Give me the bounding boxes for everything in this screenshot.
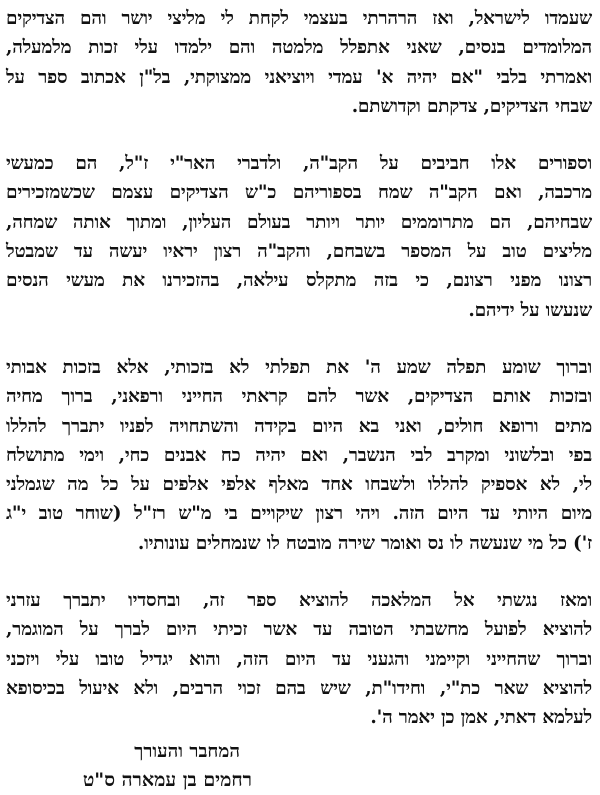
text-line: וברוך שהחייני וקיימני והגעני עד היום הזה, והוא יגדיל טובו עלי ויזכני — [6, 648, 592, 670]
text-line: בפי ובלשוני ומקרב לבי הנשבר, ואם יהיה כח אבנים כחי, וימי מתושלח — [6, 444, 592, 466]
text-line: ומאז נגשתי אל המלאכה להוציא ספר זה, ובחסדיו יתברך עזרני — [6, 590, 592, 612]
text-line: מרכבה, ואם הקב"ה שמח בספוריהם כ"ש הצדיקים עצמם שכשמזכירים — [6, 182, 592, 204]
text-line: מליצים טוב על המספר בשבחם, והקב"ה רצון יראיו יעשה עד שמבטל — [6, 241, 592, 263]
paragraph-1 — [6, 4, 592, 121]
text-line: להוציא שאר כת"י, וחידו"ת, שיש בהם זכוי הרבים, ולא איעול בכיסופא — [6, 677, 592, 699]
text-line: לעלמא דאתי, אמן כן יאמר ה'. — [370, 707, 592, 729]
text-line: ז') כל מי שנעשה לו נס ואומר שירה מובטח לו שנמחלים עונותיו. — [137, 532, 592, 554]
text-line: ובזכות אותם הצדיקים, אשר להם קראתי החייני ורפאני, ברוך מחיה — [6, 386, 592, 408]
text-line: וספורים אלו חביבים על הקב"ה, ולדברי האר"י ז"ל, הם כמעשי — [6, 153, 592, 175]
text-line: רצונו מפני רצונם, כי בזה מתקלס עילאה, בהזכירנו את מעשי הנסים — [6, 270, 592, 292]
text-line: להוציא לפועל מחשבתי הטובה עד אשר זכיתי היום לברך על המוגמר, — [6, 619, 592, 641]
text-line: וברוך שומע תפלה שמע ה' את תפלתי לא בזכותי, אלא בזכות אבותי — [6, 356, 592, 378]
text-line: מיום היותי עד היום הזה. ויהי רצון שיקויים בי מ"ש רז"ל (שוחר טוב י"ג — [6, 503, 592, 525]
text-line: לי, לא אספיק להללו ולשבחו אחד מאלף אלפי אלפים על כל מה שגמלני — [6, 474, 592, 496]
text-line: שנעשו על ידיהם. — [468, 299, 592, 321]
signature-name: רחמים בן עמארה ס"ט — [82, 768, 252, 791]
text-line: מתים ורופא חולים, ואני בא היום בקידה והשתחויה לפניו יתברך להללו — [6, 415, 592, 437]
signature-block — [6, 737, 592, 795]
text-line: שבחי הצדיקים, צדקתם וקדושתם. — [351, 95, 592, 117]
text-line: שעמדו לישראל, ואז הרהרתי בעצמי לקחת לי מליצי יושר והם הצדיקים — [6, 8, 592, 29]
text-line: שבחיהם, הם מתרוממים יותר ויותר בעולם העליון, ומתוך אותה שמחה, — [6, 211, 592, 233]
text-line: המלומדים בנסים, שאני אתפלל מלמטה והם ילמדו עלי זכות מלמעלה, — [6, 37, 592, 59]
text-line: ואמרתי בלבי "אם יהיה א' עמדי ויוציאני ממצוקתי, בל"ן אכתוב ספר על — [6, 66, 592, 88]
paragraph-3 — [6, 353, 592, 558]
signature-role: המחבר והעורך — [134, 740, 240, 762]
paragraph-4 — [6, 586, 592, 732]
paragraph-2 — [6, 149, 592, 325]
